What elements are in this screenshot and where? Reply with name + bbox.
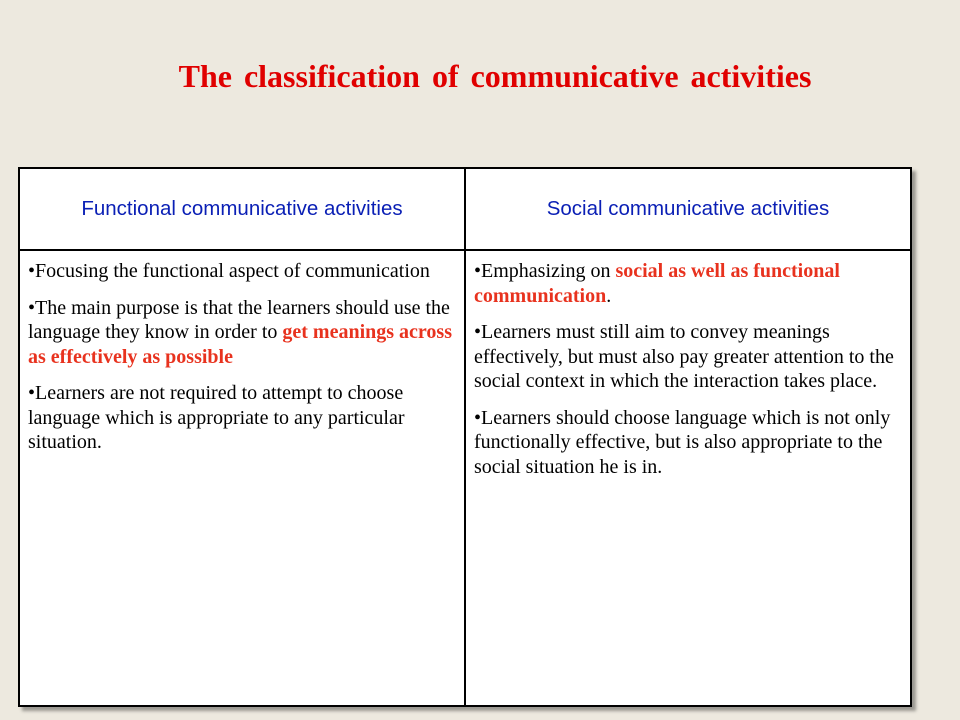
header-social-activities: Social communicative activities	[546, 197, 830, 220]
bullet-text: Learners should choose language which is not only functionally effective, but is also appropriate to the social situation he is in.	[474, 406, 891, 478]
bullet-text: .	[606, 284, 612, 307]
social-activities-cell	[466, 251, 910, 705]
table-body-row	[20, 251, 910, 705]
bullet-item	[28, 259, 454, 284]
functional-activities-cell	[20, 251, 466, 705]
bullet-text: Emphasizing on	[481, 260, 616, 282]
table-header-row	[20, 169, 910, 251]
bullet-text: The main purpose is that the learners should use the language they know in order to	[28, 296, 450, 343]
bullet-item	[474, 259, 904, 308]
highlighted-text: social as well as functional communication	[474, 260, 840, 307]
bullet-text: Learners are not required to attempt to choose language which is appropriate to any particular situation.	[28, 382, 405, 453]
slide-title: The classification of communicative activities	[178, 58, 812, 94]
bullet-item	[28, 296, 454, 370]
bullet-text: Focusing the functional aspect of communication	[35, 260, 430, 282]
highlighted-text: get meanings across as effectively as possible	[28, 321, 452, 368]
bullet-item	[28, 381, 454, 455]
header-functional-activities: Functional communicative activities	[20, 169, 466, 249]
bullet-item	[474, 406, 904, 480]
bullet-item	[474, 320, 904, 394]
classification-table	[18, 167, 912, 707]
bullet-text: Learners must still aim to convey meanings effectively, but must also pay greater attention to the social context in which the interaction takes place.	[474, 321, 894, 392]
